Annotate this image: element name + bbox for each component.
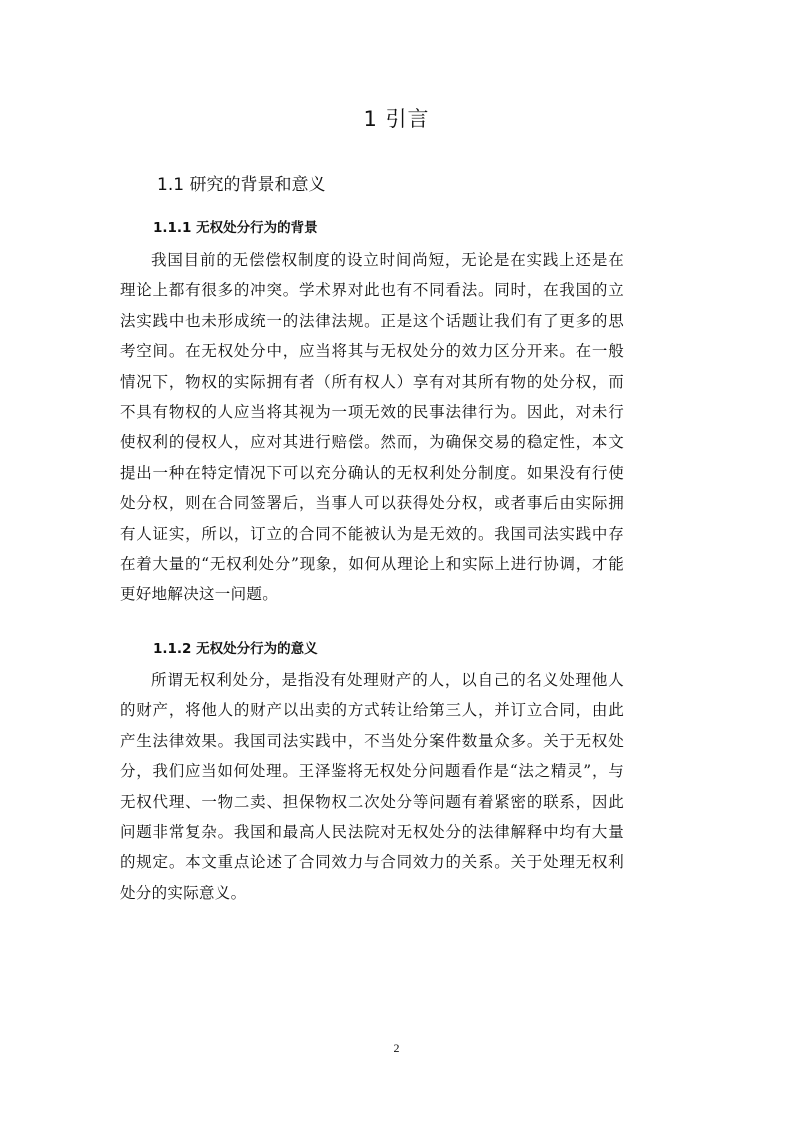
subsection-title-significance: 1.1.2 无权处分行为的意义	[153, 641, 318, 657]
section-title: 1.1 研究的背景和意义	[157, 175, 326, 195]
paragraph-background: 我国目前的无偿偿权制度的设立时间尚短，无论是在实践上还是在理论上都有很多的冲突。学术界对此也有不同看法。同时，在我国的立法实践中也未形成统一的法律法规。正是这个话题让我们有了更多的思考空间。在无权处分中，应当将其与无权处分的效力区分开来。在一般情况下，物权的实际拥有者（所有权人）享有对其所有物的处分权，而不具有物权的人应当将其视为一项无效的民事法律行为。因此，对未行使权利的侵权人，应对其进行赔偿。然而，为确保交易的稳定性，本文提出一种在特定情况下可以充分确认的无权利处分制度。如果没有行使处分权，则在合同签署后，当事人可以获得处分权，或者事后由实际拥有人证实，所以，订立的合同不能被认为是无效的。我国司法实践中存在着大量的“无权利处分”现象，如何从理论上和实际上进行协调，才能更好地解决这一问题。	[120, 251, 624, 604]
subsection-title-background: 1.1.1 无权处分行为的背景	[153, 220, 318, 236]
chapter-title: 1 引言	[363, 107, 430, 131]
paragraph-significance: 所谓无权利处分，是指没有处理财产的人，以自己的名义处理他人的财产，将他人的财产以出卖的方式转让给第三人，并订立合同，由此产生法律效果。我国司法实践中，不当处分案件数量众多。关于无权处分，我们应当如何处理。王泽鉴将无权处分问题看作是“法之精灵”，与无权代理、一物二卖、担保物权二次处分等问题有着紧密的联系，因此问题非常复杂。我国和最高人民法院对无权处分的法律解释中均有大量的规定。本文重点论述了合同效力与合同效力的关系。关于处理无权利处分的实际意义。	[120, 671, 624, 902]
page-number: 2	[393, 1041, 400, 1055]
